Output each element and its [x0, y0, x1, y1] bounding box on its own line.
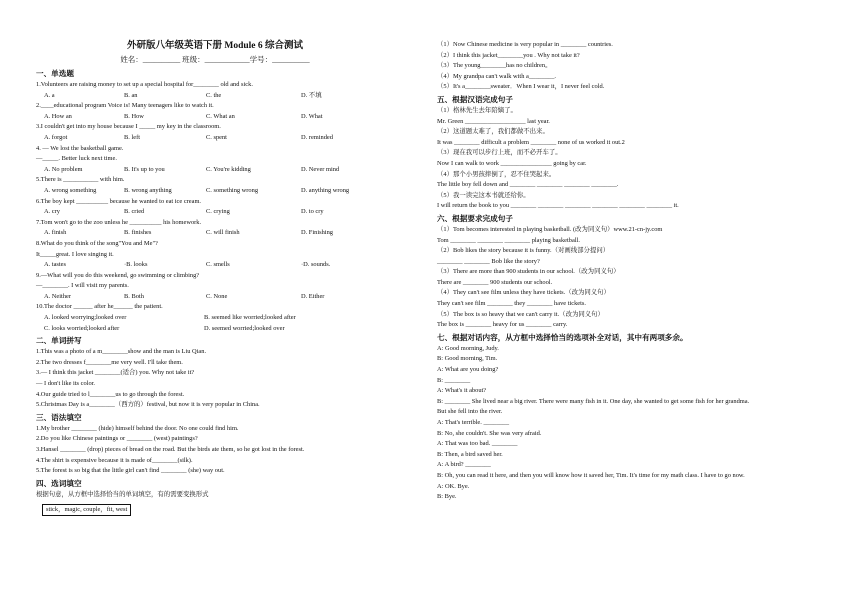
option: D. Finishing [301, 229, 333, 237]
text-line: （3）The young________has no children。 [437, 62, 552, 70]
option: C. smells [206, 261, 230, 269]
text-line: A: What are you doing? [437, 366, 499, 374]
question-stem: 9.—What will you do this weekend, go swimming or climbing? [36, 271, 200, 279]
options-row [36, 313, 394, 324]
text-line: （5）It's a________sweater．When I wear it，I never feel cold. [437, 83, 605, 91]
text-line: It was ________ difficult a problem ________ none of us worked it out.2 [437, 138, 625, 146]
option: B. Both [124, 292, 144, 300]
text-line: ________ ________ Bob like the story? [437, 257, 540, 265]
question-stem: 3.I couldn't get into my house because I _____ my key in the classroom. [36, 123, 221, 131]
text-line: A: What's it about? [437, 387, 487, 395]
option: D. Either [301, 292, 325, 300]
question-stem: 6.The boy kept __________ because he wanted to eat ice cream. [36, 197, 202, 205]
text-line: There are ________ 900 students our school. [437, 278, 553, 286]
section-title-4: 四、选词填空 [36, 478, 82, 488]
options-row [36, 207, 394, 218]
text-line: （3）现在我可以步行上班，而不必开车了。 [437, 149, 562, 157]
text-line: （1）Tom becomes interested in playing basketball. (改为同义句）www.21-cn-jy.com [437, 225, 663, 233]
text-line: （1）Now Chinese medicine is very popular in ________ countries. [437, 41, 613, 48]
dialogue-lines [437, 344, 797, 503]
option: B. wrong anything [124, 186, 172, 194]
option: C. spent [206, 133, 227, 141]
question-stem: 5.There is ___________ with him. [36, 176, 125, 184]
option: D. 不填 [301, 91, 322, 99]
text-line: 1.My brother ________ (hide) himself behind the door. No one could find him. [36, 424, 239, 432]
text-line: （2）Bob likes the story because it is funny.（对画线部分提问） [437, 247, 610, 255]
options-row [36, 165, 394, 176]
option: B. finishes [124, 229, 152, 237]
text-line: 2.The two dresses f________me very well. I'll take them. [36, 358, 183, 366]
text-line: Mr. Green ___________________ last year. [437, 117, 550, 125]
word-fill-questions [437, 40, 797, 93]
student-info-line: 姓名：__________ 班级：____________学号：__________ [120, 55, 310, 64]
section-title-1: 一、单选题 [36, 69, 74, 78]
section-title-6: 六、根据要求完成句子 [437, 213, 513, 223]
text-line: （4）那个小男孩摔倒了，忍不住哭起来。 [437, 170, 556, 178]
section-title-7: 七、根据对话内容，从方框中选择恰当的选项补全对话，其中有两项多余。 [437, 332, 688, 342]
options-row [36, 260, 394, 271]
text-line: B: ________ [437, 376, 471, 384]
text-line: A: A bird? ________ [437, 461, 491, 469]
section-title-2: 二、单词拼写 [36, 336, 82, 346]
question-stem: 7.Tom won't go to the zoo unless he __________ his homework. [36, 218, 202, 226]
option: ·B. looks [124, 261, 148, 269]
option: C. looks worried;looked after [44, 324, 120, 332]
option: A. Neither [44, 292, 71, 300]
text-line: I will return the book to you ________ ________ ________ ________ ________ ________ it. [437, 202, 679, 210]
options-row [36, 133, 394, 144]
option: A. No problem [44, 165, 83, 173]
option: D. Never mind [301, 165, 340, 173]
text-line: 1.This was a photo of a m________show and the man is Liu Qian. [36, 348, 207, 356]
text-line: 4.Our guide tried to l________us to go through the forest. [36, 390, 185, 398]
text-line: The box is ________ heavy for us ________ carry. [437, 321, 568, 329]
text-line: B: Then, a bird saved her. [437, 450, 503, 458]
text-line: （4）They can't see film unless they have tickets.（改为同义句） [437, 289, 610, 297]
text-line: Tom ________ ________ ________ playing basketball. [437, 236, 580, 244]
question-stem: 8.What do you think of the song"You and Me"? [36, 239, 158, 247]
option: A. finish [44, 229, 67, 237]
question-stem: —_____. Better luck next time. [36, 155, 117, 163]
option: D. What [301, 112, 323, 120]
question-stem: 4. — We lost the basketball game. [36, 144, 124, 152]
option: C. will finish [206, 229, 240, 237]
text-line: A: OK. Bye. [437, 482, 470, 490]
text-line: B: Bye. [437, 493, 457, 501]
spelling-questions [36, 347, 394, 411]
options-row [36, 292, 394, 303]
options-row [36, 91, 394, 102]
text-line: B: ________ She lived near a big river. There were many fish in it. One day, she wanted to get some fish for her grandma. [437, 397, 750, 405]
text-line: （5）The box is so heavy that we can't carry it.（改为同义句） [437, 310, 604, 318]
page-title: 外研版八年级英语下册 Module 6 综合测试 [126, 41, 303, 51]
section-4-instruction: 根据句意，从方框中选择恰当的单词填空，有的需要变换形式 [36, 490, 209, 498]
text-line: — I don't like its color. [36, 380, 96, 388]
option: B. How [124, 112, 144, 120]
option: A. cry [44, 208, 60, 216]
option: D. seemed worried;looked over [204, 324, 285, 332]
option: B. left [124, 133, 140, 141]
question-stem: —________. I will visit my parents. [36, 282, 129, 290]
option: C. None [206, 292, 228, 300]
text-line: （1）格林先生去年陪嫡了。 [437, 106, 517, 114]
text-line: They can't see film ________ they ________ have tickets. [437, 300, 586, 308]
text-line: A: Good morning, Judy. [437, 344, 499, 352]
text-line: A: That was too bad. ________ [437, 440, 518, 448]
question-stem: 10.The doctor ______ after he______ the patient. [36, 303, 163, 311]
option: A. forgot [44, 133, 68, 141]
sentence-transform-questions [437, 225, 797, 331]
option: C. crying [206, 208, 230, 216]
text-line: （3）There are more than 900 students in our school.（改为同义句） [437, 268, 620, 276]
grammar-fill-questions [36, 424, 394, 477]
text-line: 4.The shirt is expensive because it is made of________(silk). [36, 456, 193, 464]
option: A. looked worrying;looked over [44, 314, 127, 322]
option: A. tastes [44, 261, 67, 269]
text-line: （2）这道题太难了，我们都做不出来。 [437, 128, 549, 136]
text-line: B: Oh, you can read it here, and then you will know how it saved her, Tim. It's time for my math class. I have to go now. [437, 471, 745, 479]
option: A. a [44, 91, 55, 99]
options-row [36, 228, 394, 239]
option: A. wrong something [44, 186, 97, 194]
text-line: Now I can walk to work ________________ going by car. [437, 159, 587, 167]
option: C. You're kidding [206, 165, 251, 173]
text-line: A: That's terrible. ________ [437, 419, 510, 426]
option: B. cried [124, 208, 145, 216]
option: B. an [124, 91, 138, 99]
text-line: 5.The forest is so big that the little girl can't find ________ (she) way out. [36, 467, 225, 475]
options-row [36, 186, 394, 197]
text-line: B: Good morning, Tim. [437, 355, 498, 363]
text-line: 5.Christmas Day is a________（西方的）festival, but now it is very popular in China. [36, 401, 260, 409]
question-stem: It_____great. I love singing it. [36, 250, 114, 258]
text-line: But she fell into the river. [437, 408, 503, 416]
text-line: （4）My grandpa can't walk with a________. [437, 72, 557, 80]
right-column [437, 40, 797, 503]
text-line: 3.Hansel ________ (drop) pieces of bread on the road. But the birds ate them, so he got lost in the forest. [36, 446, 305, 453]
question-stem: 1.Volunteers are raising money to set up a special hospital for________ old and sick. [36, 81, 253, 88]
option: D. reminded [301, 133, 333, 141]
option: C. What an [206, 112, 235, 120]
options-row [36, 112, 394, 123]
left-column [36, 0, 394, 516]
option: A. How an [44, 112, 72, 120]
section-title-3: 三、语法填空 [36, 412, 82, 422]
option: C. the [206, 91, 222, 99]
text-line: 2.Do you like Chinese paintings or ________ (west) paintings? [36, 435, 198, 443]
text-line: The little boy fell down and ________ ________ ________ ________. [437, 181, 619, 189]
option: B. seemed like worried;looked after [204, 314, 296, 322]
word-bank-box: stick，magic, couple，fit, west [42, 504, 131, 516]
section-title-5: 五、根据汉语完成句子 [437, 94, 513, 104]
question-stem: 2.____educational program Voice is! Many teenagers like to watch it. [36, 102, 214, 110]
option: C. something wrong [206, 186, 259, 194]
translation-questions [437, 106, 797, 212]
option: D. to cry [301, 208, 324, 216]
single-choice-questions [36, 80, 394, 334]
text-line: 3.— I think this jacket ________(适合) you. Why not take it? [36, 369, 195, 377]
text-line: （2）I think this jacket________you . Why not take it? [437, 51, 580, 59]
option: B. It's up to you [124, 165, 165, 173]
option: D. anything wrong [301, 186, 350, 194]
option: ·D. sounds. [301, 261, 331, 269]
options-row [36, 324, 394, 335]
text-line: B: No, she couldn't. She was very afraid. [437, 429, 542, 437]
text-line: （5）我一读完这本书就还给你。 [437, 191, 530, 199]
